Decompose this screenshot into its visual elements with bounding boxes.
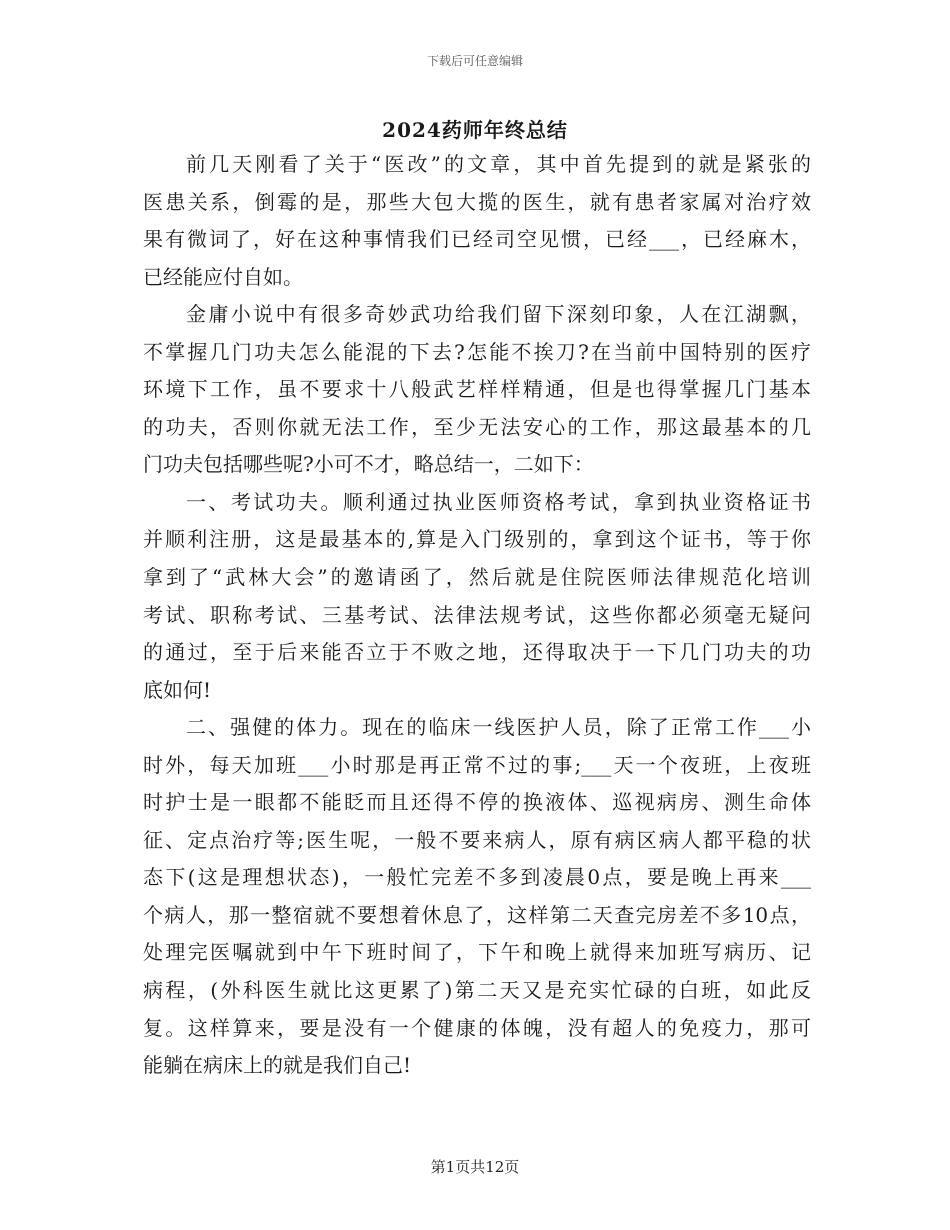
text-line: 果有微词了，好在这种事情我们已经司空见惯，已经___，已经麻木， — [143, 227, 811, 252]
text-line: 的功夫，否则你就无法工作，至少无法安心的工作，那这最基本的几 — [143, 414, 811, 439]
text-line: 考试、职称考试、三基考试、法律法规考试，这些你都必须毫无疑问 — [143, 602, 811, 627]
text-line: 处理完医嘱就到中午下班时间了，下午和晚上就得来加班写病历、记 — [143, 940, 811, 965]
text-line: 时护士是一眼都不能眨而且还得不停的换液体、巡视病房、测生命体 — [143, 790, 811, 815]
document-title: 2024药师年终总结 — [382, 118, 568, 142]
text-line: 底如何! — [143, 677, 212, 702]
text-line: 医患关系，倒霉的是，那些大包大揽的医生，就有患者家属对治疗效 — [143, 189, 811, 214]
page-number: 第1页共12页 — [430, 1158, 520, 1176]
text-line: 前几天刚看了关于“医改”的文章，其中首先提到的就是紧张的 — [186, 152, 811, 176]
paragraph-physical-strength — [143, 709, 811, 1084]
text-line: 拿到了“武林大会”的邀请函了，然后就是住院医师法律规范化培训 — [143, 565, 811, 590]
text-line: 门功夫包括哪些呢?小可不才，略总结一，二如下： — [143, 452, 594, 477]
download-note: 下载后可任意编辑 — [426, 54, 523, 68]
text-line: 的通过，至于后来能否立于不败之地，还得取决于一下几门功夫的功 — [143, 640, 811, 665]
text-line: 复。这样算来，要是没有一个健康的体魄，没有超人的免疫力，那可 — [143, 1015, 811, 1040]
text-line: 病程，(外科医生就比这更累了)第二天又是充实忙碌的白班，如此反 — [143, 978, 811, 1003]
paragraph-exam-skills — [143, 484, 811, 709]
text-line: 二、强健的体力。现在的临床一线医护人员，除了正常工作___小 — [186, 715, 811, 740]
paragraph-medical-reform — [143, 146, 811, 296]
text-line: 态下(这是理想状态)，一般忙完差不多到凌晨0点，要是晚上再来___ — [143, 865, 811, 890]
paragraph-martial-arts — [143, 296, 811, 484]
text-line: 个病人，那一整宿就不要想着休息了，这样第二天查完房差不多10点， — [143, 902, 811, 927]
text-line: 环境下工作，虽不要求十八般武艺样样精通，但是也得掌握几门基本 — [143, 377, 811, 402]
document-body — [143, 146, 811, 1085]
text-line: 已经能应付自如。 — [143, 264, 303, 289]
text-line: 并顺利注册，这是最基本的,算是入门级别的，拿到这个证书，等于你 — [143, 527, 811, 552]
text-line: 征、定点治疗等;医生呢，一般不要来病人，原有病区病人都平稳的状 — [143, 827, 811, 852]
text-line: 一、考试功夫。顺利通过执业医师资格考试，拿到执业资格证书 — [186, 489, 811, 514]
text-line: 时外，每天加班___小时那是再正常不过的事;___天一个夜班，上夜班 — [143, 752, 811, 777]
text-line: 不掌握几门功夫怎么能混的下去?怎能不挨刀?在当前中国特别的医疗 — [143, 339, 811, 364]
text-line: 金庸小说中有很多奇妙武功给我们留下深刻印象，人在江湖飘， — [186, 302, 811, 327]
text-line: 能躺在病床上的就是我们自己! — [143, 1053, 412, 1078]
